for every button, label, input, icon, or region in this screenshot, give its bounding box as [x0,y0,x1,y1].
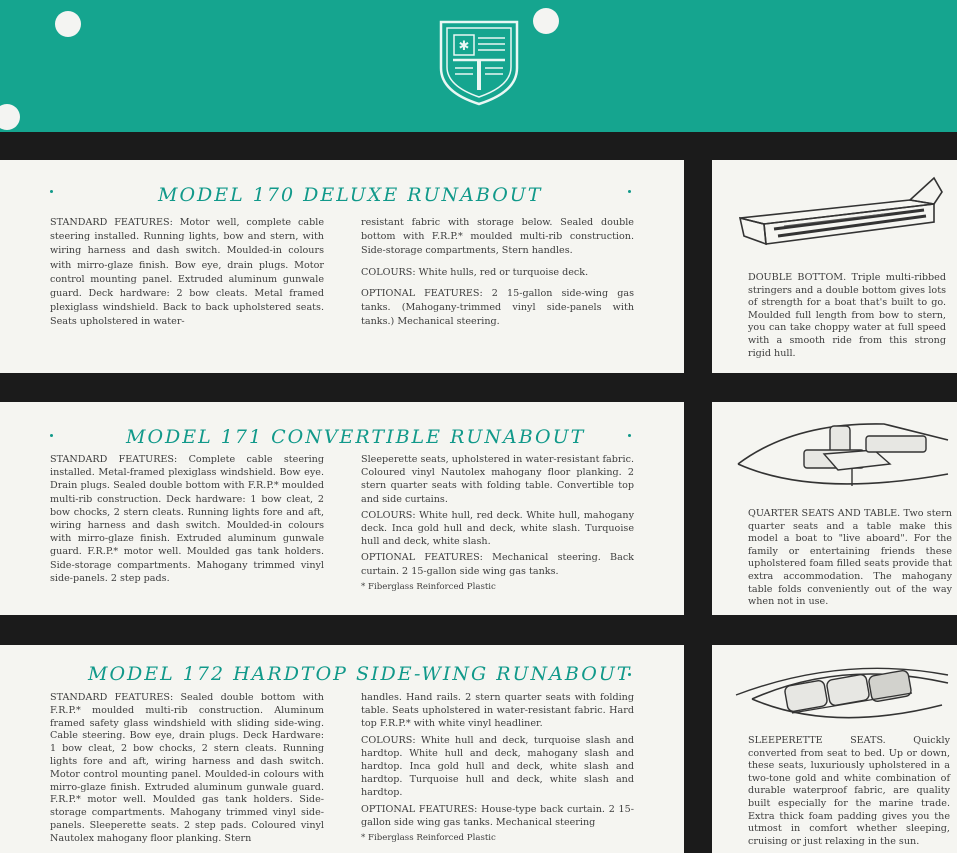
model-title: MODEL 170 DELUXE RUNABOUT [158,184,543,206]
standard-features-text: STANDARD FEATURES: Motor well, complete cable steering installed. Running lights, bow and stern, with wiring harness and dash switch. Moulded-in colours with mirro-glaze finish. Bow eye, drain plugs. Motor control mounting panel. Extruded aluminum gunwale guard. Deck hardware: 2 bow cleats. Metal framed plexiglass windshield. Back to back upholstered seats. Seats upholstered in water- [50,217,324,328]
sleeperette-seats-card [712,645,957,853]
double-bottom-illustration-icon [734,174,946,264]
model-171-panel [0,402,684,615]
quarter-seats-caption: QUARTER SEATS AND TABLE. Two stern quarter seats and a table make this model a boat to "live aboard". For the family or entertaining friends these upholstered foam filled seats provide that extra accommodation. The mahogany table folds conveniently out of the way when not in use. [748,508,952,608]
model-172-panel [0,645,684,853]
features-text-continued: resistant fabric with storage below. Sealed double bottom with F.R.P.* moulded multi-rib construction. Side-storage compartments, Stern handles. COLOURS: White hulls, red or turquoise deck. OPTIONAL FEATURES: 2 15-gallon side-wing gas tanks. (Mahogany-trimmed vinyl side-panels with tanks.) Mechanical steering. [361,217,634,328]
quarter-seats-illustration-icon [734,414,952,502]
features-text-continued: handles. Hand rails. 2 stern quarter seats with folding table. Seats upholstered in water-resistant fabric. Hard top F.R.P.* with white vinyl headliner. COLOURS: White hull and deck, turquoise slash and hardtop. White hull and deck, mahogany slash and hardtop. Inca gold hull and deck, white slash and hardtop. Turquoise hull and deck, white slash and hardtop. OPTIONAL FEATURES: House-type back curtain. 2 15-gallon side wing gas tanks. Mechanical steering * Fiberglass Reinforced Plastic [361,692,634,843]
model-170-panel [0,160,684,373]
quarter-seats-card [712,402,957,615]
features-text-continued: Sleeperette seats, upholstered in water-resistant fabric. Coloured vinyl Nautolex mahogany floor planking. 2 stern quarter seats with folding table. Convertible top and side curtains. COLOURS: White hull, red deck. White hull, mahogany deck. Inca gold hull and deck, white slash. Turquoise hull and deck, white slash. OPTIONAL FEATURES: Mechanical steering. Back curtain. 2 15-gallon side wing gas tanks. * Fiberglass Reinforced Plastic [361,453,634,601]
model-title: MODEL 171 CONVERTIBLE RUNABOUT [126,426,586,448]
binder-hole [533,8,559,34]
standard-features-text: STANDARD FEATURES: Complete cable steering installed. Metal-framed plexiglass windshield. Bow eye. Drain plugs. Sealed double bottom with F.R.P.* moulded multi-rib construction. Deck hardware: 1 bow cleat, 2 bow chocks, 2 stern cleats. Running lights fore and aft, wiring harness and dash switch. Moulded-in colours with mirro-glaze finish. Extruded aluminum gunwale guard. F.R.P.* motor well. Moulded gas tank holders. Side-storage compartments. Mahogany trimmed vinyl side-panels. 2 step pads. [50,454,324,584]
crest-logo-icon [437,18,521,106]
double-bottom-caption: DOUBLE BOTTOM. Triple multi-ribbed stringers and a double bottom gives lots of strength for a boat that's built to go. Moulded full length from bow to stern, you can take choppy water at full speed with a smooth ride from this strong rigid hull. [748,272,946,359]
footnote: * Fiberglass Reinforced Plastic [361,581,496,592]
svg-text:✱: ✱ [458,39,470,54]
sleeperette-seats-caption: SLEEPERETTE SEATS. Quickly converted from seat to bed. Up or down, these seats, luxuriously upholstered in a two-tone gold and white combination of durable waterproof fabric, are quality built especially for the marine trade. Extra thick foam padding gives you the utmost in comfort whether sleeping, cruising or just relaxing in the sun. [748,735,950,847]
double-bottom-card [712,160,957,373]
sleeperette-seats-illustration-icon [732,653,952,735]
footnote: * Fiberglass Reinforced Plastic [361,832,496,843]
model-title: MODEL 172 HARDTOP SIDE-WING RUNABOUT [88,663,632,685]
standard-features-text: STANDARD FEATURES: Sealed double bottom with F.R.P.* moulded multi-rib construction. Aluminum framed safety glass windshield with sliding side-wing. Cable steering. Bow eye, drain plugs. Deck Hardware: 1 bow cleat, 2 bow chocks, 2 stern cleats. Running lights fore and aft, wiring harness and dash switch. Motor control mounting panel. Moulded-in colours with mirro-glaze finish. Extruded aluminum gunwale guard. F.R.P.* motor well. Moulded gas tank holders. Side-storage compartments. Mahogany trimmed vinyl side-panels. Sleeperette seats. 2 step pads. Coloured vinyl Nautolex mahogany floor planking. Stern [50,692,324,844]
binder-hole [55,11,81,37]
